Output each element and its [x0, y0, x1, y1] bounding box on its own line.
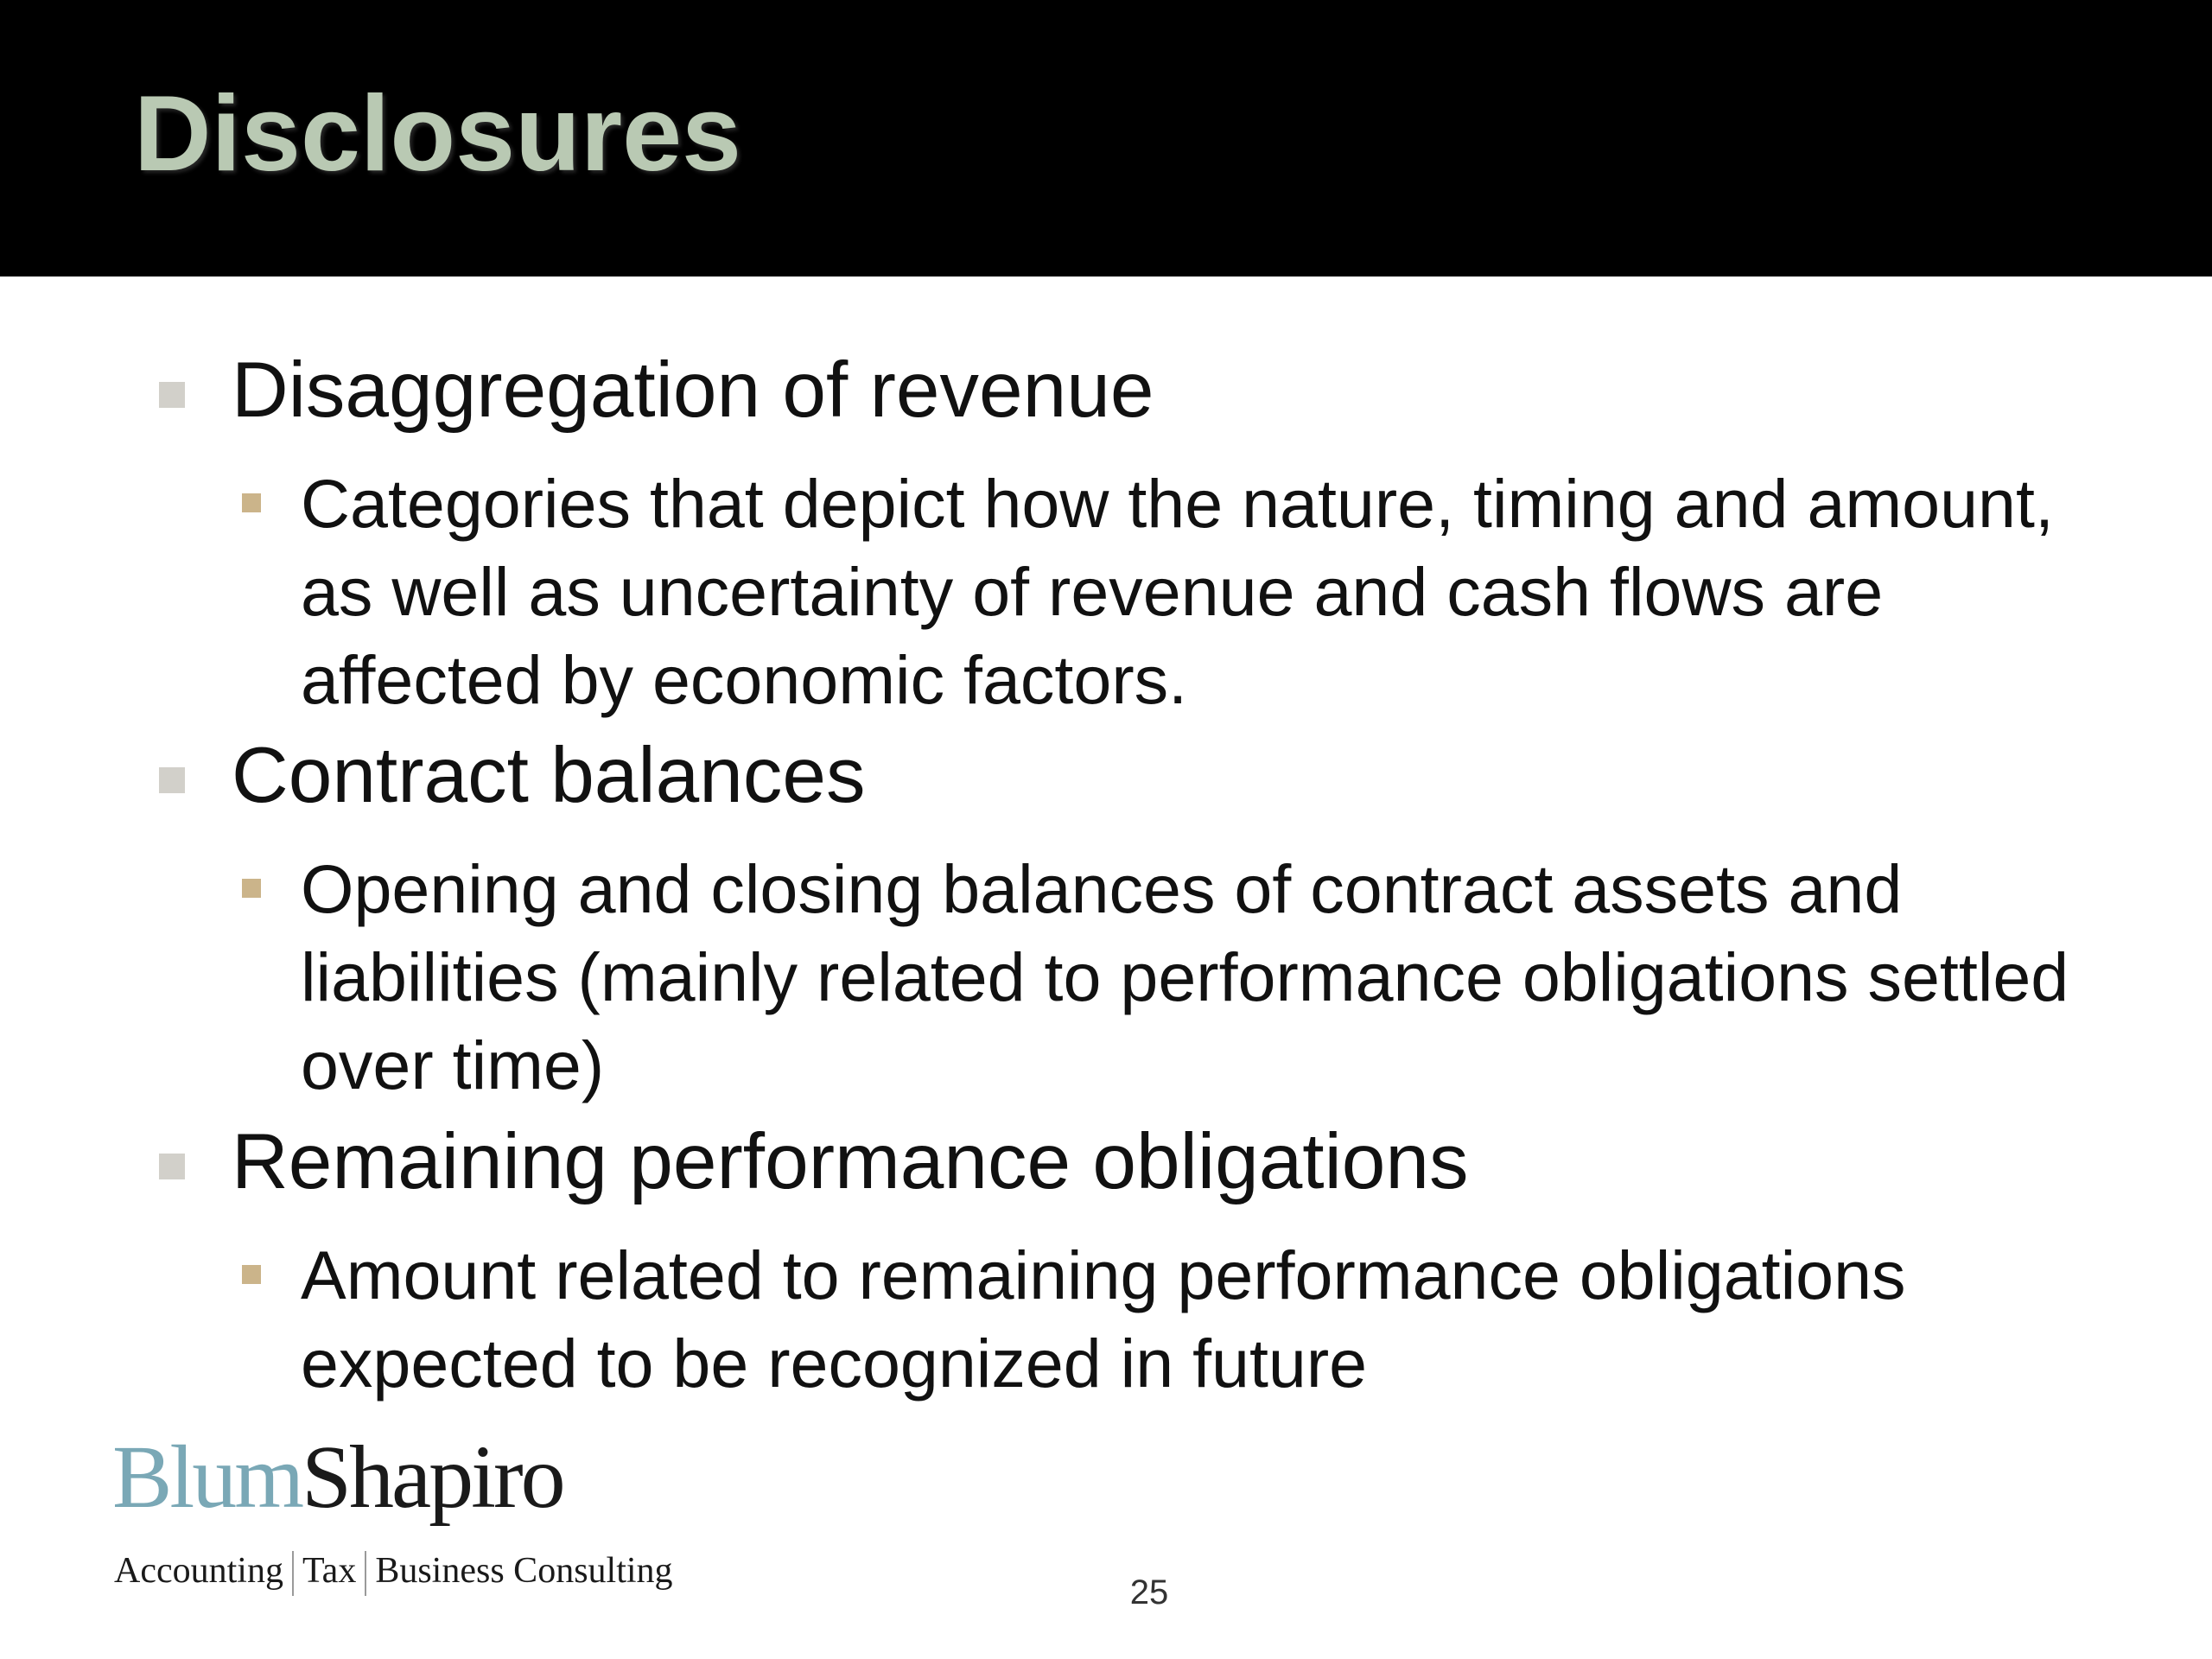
tagline-divider: [292, 1551, 294, 1596]
bullet-detail-disaggregation: Categories that depict how the nature, timing and amount, as well as uncertainty of revenue and cash flows are affected by economic factors.: [301, 465, 2054, 718]
bullet-detail-remaining-obligations: Amount related to remaining performance obligations expected to be recognized in future: [301, 1236, 1906, 1402]
square-sub-bullet-icon: [242, 1265, 261, 1284]
page-number: 25: [1129, 1573, 1169, 1611]
square-bullet-icon: [159, 382, 185, 408]
square-sub-bullet-icon: [242, 493, 261, 512]
square-bullet-icon: [159, 1154, 185, 1179]
logo-name-shapiro: Shapiro: [302, 1427, 563, 1527]
bullet-heading-remaining-obligations: Remaining performance obligations: [232, 1118, 1469, 1205]
tagline-accounting: Accounting: [114, 1551, 283, 1591]
bullet-heading-contract-balances: Contract balances: [232, 732, 866, 819]
logo-name-blum: Blum: [112, 1427, 302, 1527]
square-sub-bullet-icon: [242, 879, 261, 898]
tagline-business-consulting: Business Consulting: [375, 1551, 673, 1591]
logo-tagline: [114, 1545, 673, 1597]
logo-wordmark: [112, 1426, 563, 1529]
tagline-divider: [365, 1551, 366, 1596]
bullet-detail-contract-balances: Opening and closing balances of contract assets and liabilities (mainly related to performance obligations settled over time): [301, 850, 2069, 1103]
slide-title: Disclosures: [134, 74, 742, 194]
square-bullet-icon: [159, 767, 185, 793]
bullet-heading-disaggregation: Disaggregation of revenue: [232, 346, 1154, 434]
tagline-tax: Tax: [302, 1551, 357, 1591]
blumshapiro-logo: [112, 1426, 673, 1599]
